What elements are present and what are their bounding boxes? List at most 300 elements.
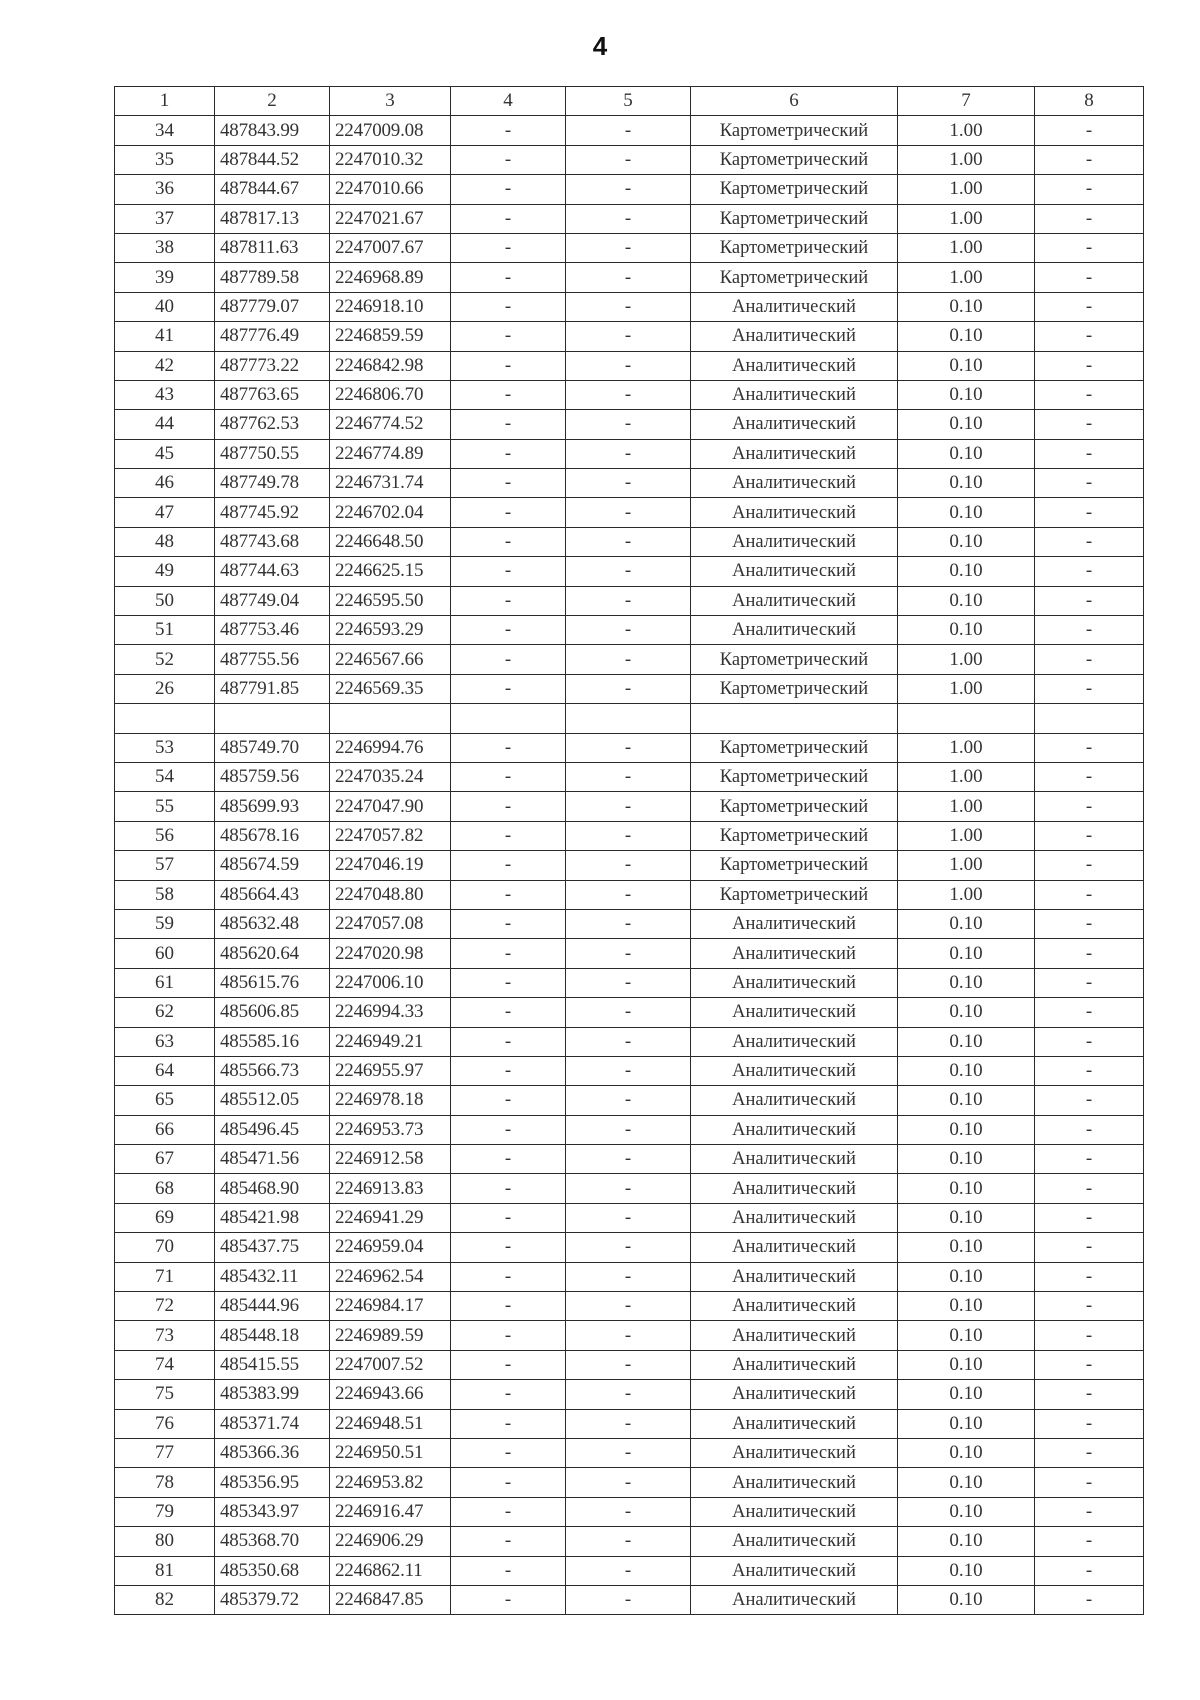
col5-cell: - [566,1056,691,1085]
y-coordinate-cell: 2246959.04 [330,1233,451,1262]
method-cell: Аналитический [691,1292,898,1321]
method-cell: Картометрический [691,204,898,233]
point-number-cell: 39 [115,263,215,292]
col8-cell: - [1035,821,1144,850]
col5-cell: - [566,233,691,262]
col8-cell: - [1035,1292,1144,1321]
col4-cell: - [451,498,566,527]
x-coordinate-cell: 485749.70 [215,733,330,762]
point-number-cell: 44 [115,410,215,439]
method-cell [691,704,898,733]
method-cell: Аналитический [691,1321,898,1350]
y-coordinate-cell: 2246569.35 [330,674,451,703]
col5-cell: - [566,939,691,968]
x-coordinate-cell: 485678.16 [215,821,330,850]
accuracy-cell: 0.10 [898,351,1035,380]
accuracy-cell: 0.10 [898,410,1035,439]
accuracy-cell: 0.10 [898,968,1035,997]
table-body [115,116,1144,1615]
col5-cell: - [566,909,691,938]
accuracy-cell: 1.00 [898,821,1035,850]
y-coordinate-cell [330,704,451,733]
x-coordinate-cell: 487773.22 [215,351,330,380]
col5-cell: - [566,204,691,233]
table-row [115,1086,1144,1115]
page-number: 4 [592,31,608,61]
col4-cell: - [451,1292,566,1321]
method-cell: Аналитический [691,1056,898,1085]
accuracy-cell: 1.00 [898,674,1035,703]
table-row [115,645,1144,674]
column-header-3: 3 [330,87,451,116]
x-coordinate-cell: 487844.52 [215,145,330,174]
table-row [115,998,1144,1027]
method-cell: Аналитический [691,1380,898,1409]
accuracy-cell: 0.10 [898,1086,1035,1115]
table-row [115,1497,1144,1526]
col8-cell: - [1035,762,1144,791]
x-coordinate-cell: 487743.68 [215,527,330,556]
table-row [115,1438,1144,1467]
point-number-cell: 40 [115,292,215,321]
col8-cell: - [1035,204,1144,233]
x-coordinate-cell: 485368.70 [215,1527,330,1556]
col8-cell: - [1035,1497,1144,1526]
method-cell: Картометрический [691,792,898,821]
table-row [115,1145,1144,1174]
col8-cell: - [1035,645,1144,674]
accuracy-cell: 1.00 [898,733,1035,762]
y-coordinate-cell: 2246806.70 [330,380,451,409]
col4-cell: - [451,1527,566,1556]
col8-cell: - [1035,1115,1144,1144]
accuracy-cell: 0.10 [898,1174,1035,1203]
col5-cell: - [566,1527,691,1556]
point-number-cell: 78 [115,1468,215,1497]
col5-cell: - [566,469,691,498]
col8-cell: - [1035,880,1144,909]
method-cell: Картометрический [691,645,898,674]
point-number-cell: 63 [115,1027,215,1056]
col4-cell: - [451,116,566,145]
x-coordinate-cell: 487749.78 [215,469,330,498]
method-cell: Картометрический [691,851,898,880]
y-coordinate-cell: 2246984.17 [330,1292,451,1321]
y-coordinate-cell: 2247007.52 [330,1350,451,1379]
y-coordinate-cell: 2247057.82 [330,821,451,850]
point-number-cell: 67 [115,1145,215,1174]
method-cell: Аналитический [691,968,898,997]
col8-cell: - [1035,527,1144,556]
point-number-cell: 56 [115,821,215,850]
col4-cell: - [451,527,566,556]
y-coordinate-cell: 2246906.29 [330,1527,451,1556]
col4-cell: - [451,1585,566,1614]
col8-cell: - [1035,175,1144,204]
method-cell: Картометрический [691,175,898,204]
col8-cell: - [1035,616,1144,645]
accuracy-cell: 0.10 [898,1203,1035,1232]
x-coordinate-cell: 485379.72 [215,1585,330,1614]
col5-cell: - [566,821,691,850]
y-coordinate-cell: 2246859.59 [330,322,451,351]
col8-cell: - [1035,1556,1144,1585]
col4-cell: - [451,1027,566,1056]
table-row [115,557,1144,586]
x-coordinate-cell: 485615.76 [215,968,330,997]
col5-cell: - [566,1233,691,1262]
table-row [115,410,1144,439]
accuracy-cell: 0.10 [898,1527,1035,1556]
table-row [115,469,1144,498]
method-cell: Аналитический [691,1468,898,1497]
method-cell: Аналитический [691,909,898,938]
y-coordinate-cell: 2246953.82 [330,1468,451,1497]
method-cell: Картометрический [691,263,898,292]
table-row [115,909,1144,938]
column-header-4: 4 [451,87,566,116]
col5-cell: - [566,116,691,145]
y-coordinate-cell: 2246842.98 [330,351,451,380]
method-cell: Аналитический [691,998,898,1027]
accuracy-cell: 0.10 [898,469,1035,498]
accuracy-cell: 0.10 [898,1233,1035,1262]
x-coordinate-cell: 485415.55 [215,1350,330,1379]
y-coordinate-cell: 2246918.10 [330,292,451,321]
point-number-cell: 50 [115,586,215,615]
method-cell: Аналитический [691,322,898,351]
point-number-cell: 49 [115,557,215,586]
x-coordinate-cell: 485432.11 [215,1262,330,1291]
col4-cell [451,704,566,733]
col8-cell: - [1035,1145,1144,1174]
y-coordinate-cell: 2247035.24 [330,762,451,791]
accuracy-cell: 0.10 [898,1585,1035,1614]
method-cell: Аналитический [691,1527,898,1556]
accuracy-cell: 1.00 [898,116,1035,145]
x-coordinate-cell: 485383.99 [215,1380,330,1409]
point-number-cell: 74 [115,1350,215,1379]
table-row [115,1409,1144,1438]
col4-cell: - [451,557,566,586]
col4-cell: - [451,880,566,909]
y-coordinate-cell: 2246968.89 [330,263,451,292]
point-number-cell: 61 [115,968,215,997]
col4-cell: - [451,1174,566,1203]
x-coordinate-cell: 485512.05 [215,1086,330,1115]
method-cell: Картометрический [691,145,898,174]
table-row [115,233,1144,262]
col8-cell: - [1035,351,1144,380]
accuracy-cell: 0.10 [898,1438,1035,1467]
col5-cell: - [566,145,691,174]
col4-cell: - [451,645,566,674]
point-number-cell: 47 [115,498,215,527]
x-coordinate-cell: 487779.07 [215,292,330,321]
col8-cell: - [1035,469,1144,498]
accuracy-cell: 0.10 [898,557,1035,586]
col8-cell: - [1035,1585,1144,1614]
col4-cell: - [451,968,566,997]
method-cell: Картометрический [691,674,898,703]
col8-cell: - [1035,1086,1144,1115]
col8-cell: - [1035,233,1144,262]
point-number-cell: 34 [115,116,215,145]
x-coordinate-cell: 487750.55 [215,439,330,468]
col4-cell: - [451,263,566,292]
table-row [115,498,1144,527]
y-coordinate-cell: 2246950.51 [330,1438,451,1467]
col5-cell: - [566,1556,691,1585]
table-row [115,380,1144,409]
col5-cell: - [566,1292,691,1321]
point-number-cell: 68 [115,1174,215,1203]
method-cell: Аналитический [691,292,898,321]
table-row [115,1468,1144,1497]
col5-cell: - [566,674,691,703]
col5-cell: - [566,351,691,380]
table-row [115,1115,1144,1144]
col8-cell: - [1035,410,1144,439]
col4-cell: - [451,439,566,468]
method-cell: Аналитический [691,1233,898,1262]
table-row [115,1321,1144,1350]
accuracy-cell: 1.00 [898,233,1035,262]
table-row [115,939,1144,968]
method-cell: Аналитический [691,380,898,409]
col4-cell: - [451,145,566,174]
col5-cell: - [566,1409,691,1438]
accuracy-cell: 0.10 [898,939,1035,968]
col5-cell: - [566,1468,691,1497]
col5-cell: - [566,645,691,674]
point-number-cell: 73 [115,1321,215,1350]
col4-cell: - [451,792,566,821]
col5-cell: - [566,1438,691,1467]
table-header-row [115,87,1144,116]
column-header-6: 6 [691,87,898,116]
col5-cell: - [566,968,691,997]
column-header-1: 1 [115,87,215,116]
col5-cell: - [566,733,691,762]
col8-cell: - [1035,116,1144,145]
col4-cell: - [451,1056,566,1085]
accuracy-cell: 1.00 [898,851,1035,880]
y-coordinate-cell: 2247046.19 [330,851,451,880]
accuracy-cell: 1.00 [898,880,1035,909]
x-coordinate-cell: 487755.56 [215,645,330,674]
col4-cell: - [451,1380,566,1409]
col5-cell: - [566,380,691,409]
point-number-cell: 51 [115,616,215,645]
col4-cell: - [451,1203,566,1232]
point-number-cell: 62 [115,998,215,1027]
x-coordinate-cell: 485468.90 [215,1174,330,1203]
col4-cell: - [451,1556,566,1585]
x-coordinate-cell: 485674.59 [215,851,330,880]
table-row [115,968,1144,997]
method-cell: Аналитический [691,1145,898,1174]
col8-cell: - [1035,674,1144,703]
col8-cell: - [1035,380,1144,409]
y-coordinate-cell: 2246994.33 [330,998,451,1027]
y-coordinate-cell: 2246943.66 [330,1380,451,1409]
y-coordinate-cell: 2247021.67 [330,204,451,233]
col5-cell: - [566,1497,691,1526]
y-coordinate-cell: 2246862.11 [330,1556,451,1585]
method-cell: Аналитический [691,1174,898,1203]
accuracy-cell: 0.10 [898,527,1035,556]
col5-cell: - [566,527,691,556]
accuracy-cell: 1.00 [898,145,1035,174]
y-coordinate-cell: 2246948.51 [330,1409,451,1438]
col5-cell: - [566,175,691,204]
point-number-cell: 72 [115,1292,215,1321]
accuracy-cell: 1.00 [898,762,1035,791]
y-coordinate-cell: 2246774.52 [330,410,451,439]
point-number-cell: 54 [115,762,215,791]
col5-cell: - [566,498,691,527]
col5-cell: - [566,439,691,468]
column-header-7: 7 [898,87,1035,116]
y-coordinate-cell: 2246593.29 [330,616,451,645]
col5-cell: - [566,792,691,821]
y-coordinate-cell: 2247010.32 [330,145,451,174]
col4-cell: - [451,1497,566,1526]
x-coordinate-cell: 485350.68 [215,1556,330,1585]
accuracy-cell: 0.10 [898,1292,1035,1321]
y-coordinate-cell: 2246847.85 [330,1585,451,1614]
table-row [115,1556,1144,1585]
method-cell: Аналитический [691,557,898,586]
col5-cell: - [566,1027,691,1056]
table-row [115,175,1144,204]
column-header-8: 8 [1035,87,1144,116]
method-cell: Аналитический [691,527,898,556]
col4-cell: - [451,1409,566,1438]
point-number-cell: 45 [115,439,215,468]
table-row [115,880,1144,909]
col5-cell: - [566,1086,691,1115]
table-row [115,1292,1144,1321]
table-row [115,821,1144,850]
col5-cell: - [566,998,691,1027]
point-number-cell: 60 [115,939,215,968]
accuracy-cell: 0.10 [898,1027,1035,1056]
col8-cell: - [1035,1438,1144,1467]
accuracy-cell: 0.10 [898,586,1035,615]
col4-cell: - [451,1438,566,1467]
x-coordinate-cell: 485437.75 [215,1233,330,1262]
table-row [115,1350,1144,1379]
accuracy-cell: 0.10 [898,998,1035,1027]
col5-cell: - [566,1145,691,1174]
y-coordinate-cell: 2247009.08 [330,116,451,145]
accuracy-cell: 0.10 [898,1262,1035,1291]
point-number-cell: 53 [115,733,215,762]
col4-cell: - [451,322,566,351]
x-coordinate-cell: 485356.95 [215,1468,330,1497]
col8-cell: - [1035,1468,1144,1497]
accuracy-cell [898,704,1035,733]
table-row [115,1262,1144,1291]
col5-cell: - [566,1262,691,1291]
x-coordinate-cell: 485585.16 [215,1027,330,1056]
method-cell: Аналитический [691,1585,898,1614]
method-cell: Аналитический [691,616,898,645]
col5-cell: - [566,322,691,351]
x-coordinate-cell: 485632.48 [215,909,330,938]
col5-cell: - [566,557,691,586]
col5-cell: - [566,616,691,645]
col4-cell: - [451,1468,566,1497]
col8-cell: - [1035,968,1144,997]
accuracy-cell: 0.10 [898,322,1035,351]
point-number-cell: 81 [115,1556,215,1585]
accuracy-cell: 1.00 [898,175,1035,204]
accuracy-cell: 0.10 [898,439,1035,468]
point-number-cell: 58 [115,880,215,909]
col4-cell: - [451,1262,566,1291]
col4-cell: - [451,351,566,380]
table-row [115,586,1144,615]
point-number-cell: 64 [115,1056,215,1085]
col5-cell: - [566,586,691,615]
method-cell: Аналитический [691,1115,898,1144]
x-coordinate-cell: 487789.58 [215,263,330,292]
accuracy-cell: 0.10 [898,616,1035,645]
col4-cell: - [451,998,566,1027]
point-number-cell: 79 [115,1497,215,1526]
table-row [115,1585,1144,1614]
accuracy-cell: 0.10 [898,1115,1035,1144]
col4-cell: - [451,1233,566,1262]
table-row [115,674,1144,703]
table-row [115,1027,1144,1056]
point-number-cell: 41 [115,322,215,351]
method-cell: Аналитический [691,351,898,380]
method-cell: Картометрический [691,880,898,909]
col8-cell: - [1035,145,1144,174]
y-coordinate-cell: 2246916.47 [330,1497,451,1526]
col8-cell: - [1035,1409,1144,1438]
point-number-cell: 48 [115,527,215,556]
col8-cell: - [1035,1233,1144,1262]
x-coordinate-cell: 485444.96 [215,1292,330,1321]
point-number-cell: 36 [115,175,215,204]
point-number-cell: 46 [115,469,215,498]
accuracy-cell: 0.10 [898,1556,1035,1585]
y-coordinate-cell: 2247006.10 [330,968,451,997]
col8-cell: - [1035,292,1144,321]
col5-cell: - [566,1350,691,1379]
y-coordinate-cell: 2246962.54 [330,1262,451,1291]
table-row [115,1203,1144,1232]
x-coordinate-cell: 485759.56 [215,762,330,791]
col8-cell: - [1035,1350,1144,1379]
method-cell: Аналитический [691,1203,898,1232]
col5-cell: - [566,762,691,791]
point-number-cell: 75 [115,1380,215,1409]
col8-cell: - [1035,498,1144,527]
col4-cell: - [451,851,566,880]
accuracy-cell: 0.10 [898,498,1035,527]
table-row [115,1527,1144,1556]
col5-cell: - [566,292,691,321]
col8-cell: - [1035,733,1144,762]
table-row [115,439,1144,468]
point-number-cell: 26 [115,674,215,703]
